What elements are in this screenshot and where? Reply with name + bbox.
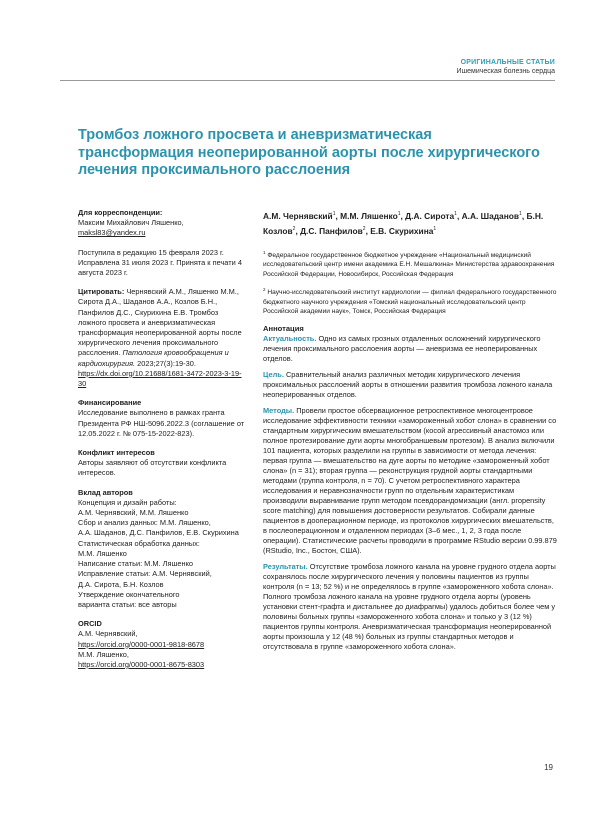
results-label: Результаты. bbox=[263, 562, 308, 572]
contribution-line: Утверждение окончательного bbox=[78, 589, 180, 599]
contribution-line: А.М. Чернявский, М.М. Ляшенко bbox=[78, 508, 189, 518]
author-name: Д.А. Сирота bbox=[405, 210, 455, 221]
methods-text: Провели простое обсервационное ретроспективное многоцентровое исследование эффективности техники «замороженный хобот слона» в сравнении со стандартным хирургическим вмешательством (косой агрессивный анастомоз или полное протезирование дуги аорты многобраншевым протезом). В анализ включили 101 пациента, которых разделили на группы в зависимости от метода лечения: первая группа — вмешательство на дуге аорты по методике «замороженный хобот слона» (n = 31); вторая группа — реконструкция грудной аорты стандартными методами (группа контроля, n = 70). С учетом ретроспективного характера исследования и неравнозначности групп по отдельным характеристикам производили выравнивание групп методом псевдорандомизации (англ. propensity score matching) для повышения достоверности результатов. Собирали данные пациентов в дооперационном периоде, из протоколов хирургических вмешательств, в послеоперационном и отдаленном периодах (3–6 мес., 1, 2, 3 года после операции). Статистические расчеты проводили в программе RStudio версии 0.99.879 (RStudio, Inc., Бостон, США). bbox=[263, 406, 557, 556]
page-number: 19 bbox=[544, 763, 553, 772]
results-text: Отсутствие тромбоза ложного канала на уровне грудного отдела аорты сохранялось после хирургического лечения у половины пациентов из группы контроля (n = 13; 52 %) и не определялось в группе «замороженного хобота слона». Полного тромбоза ложного канала на уровне грудного отдела аорты (уровень установки стент-графта и дистальнее до диафрагмы) удалось добиться более чем у половины больных группы «замороженного хобота слона» и только у 3 (12 %) пациентов группы контроля. Аневризматическая трансформация неоперированной аорты произошла у 12 (48 %) больных из группы стандартных методов и отсутствовала в группе «замороженного хобота слона». bbox=[263, 562, 556, 652]
citation-block bbox=[78, 287, 248, 389]
contribution-line: А.А. Шаданов, Д.С. Панфилов, Е.В. Скурихина bbox=[78, 528, 239, 538]
funding-block bbox=[78, 398, 248, 439]
contributions-heading: Вклад авторов bbox=[78, 487, 133, 497]
relevance-label: Актуальность. bbox=[263, 334, 317, 344]
contribution-line: Концепция и дизайн работы: bbox=[78, 497, 177, 507]
author-name: А.М. Чернявский bbox=[263, 210, 333, 221]
orcid-block bbox=[78, 619, 248, 670]
conflict-text: Авторы заявляют об отсутствии конфликта интересов. bbox=[78, 458, 227, 478]
funding-heading: Финансирование bbox=[78, 398, 142, 408]
abstract-heading: Аннотация bbox=[263, 324, 304, 334]
citation-doi-link[interactable]: https://dx.doi.org/10.21688/1681-3472-2023-3-19-30 bbox=[78, 368, 242, 389]
contribution-line: М.М. Ляшенко bbox=[78, 548, 127, 558]
orcid-author-2: М.М. Ляшенко, bbox=[78, 649, 129, 659]
author-affiliation-mark: 2 bbox=[362, 225, 366, 232]
orcid-author-1: А.М. Чернявский, bbox=[78, 629, 138, 639]
funding-text: Исследование выполнено в рамках гранта Президента РФ НШ-5096.2022.3 (соглашение от 12.05.2022 г. № 075-15-2022-823). bbox=[78, 408, 245, 438]
affiliation-mark: 1 bbox=[263, 249, 266, 255]
orcid-heading: ORCID bbox=[78, 619, 102, 629]
affiliation-2 bbox=[263, 285, 558, 316]
citation-journal: Патология кровообращения и кардиохирургия. bbox=[78, 348, 229, 368]
correspondence-heading: Для корреспонденции: bbox=[78, 208, 163, 217]
orcid-link-1[interactable]: https://orcid.org/0000-0001-9818-8678 bbox=[78, 639, 205, 649]
abstract bbox=[263, 324, 558, 652]
header-divider bbox=[60, 80, 555, 81]
aim-text: Сравнительный анализ различных методик хирургического лечения проксимальных расслоений аорты в отношении развития тромбоза ложного канала неоперированных отделов. bbox=[263, 370, 553, 400]
section-label: ОРИГИНАЛЬНЫЕ СТАТЬИ bbox=[460, 59, 555, 66]
affiliation-mark: 2 bbox=[263, 287, 266, 292]
affiliation-text: Научно-исследовательский институт кардиологии — филиал федерального государственного бюджетного научного учреждения «Томский национальный исследовательский центр Российской академии наук», Томск, Российская Федерация bbox=[263, 289, 557, 315]
dates-block: Поступила в редакцию 15 февраля 2023 г. Исправлена 31 июля 2023 г. Принята к печати 4 августа 2023 г. bbox=[78, 247, 242, 278]
correspondence-email-link[interactable]: maksl83@yandex.ru bbox=[78, 228, 146, 238]
correspondence-block bbox=[78, 208, 248, 239]
author-name: М.М. Ляшенко bbox=[340, 210, 398, 221]
contribution-line: Исправление статьи: А.М. Чернявский, bbox=[78, 569, 212, 579]
contribution-line: Статистическая обработка данных: bbox=[78, 538, 200, 548]
sidebar-info bbox=[78, 208, 248, 679]
conflict-heading: Конфликт интересов bbox=[78, 448, 155, 458]
article-title: Тромбоз ложного просвета и аневризматическая трансформация неоперированной аорты после хирургического лечения проксимального расслоения bbox=[78, 127, 540, 178]
abstract-results bbox=[263, 562, 558, 652]
relevance-text: Одно из самых грозных отдаленных осложнений хирургического лечения проксимального расслоения аорты — аневризма ее неоперированных отделов. bbox=[263, 334, 541, 364]
abstract-aim bbox=[263, 370, 558, 400]
conflict-block bbox=[78, 448, 248, 479]
author-name: А.А. Шаданов bbox=[461, 210, 520, 221]
main-column bbox=[263, 208, 558, 658]
citation-text: Чернявский А.М., Ляшенко М.М., Сирота Д.А., Шаданов А.А., Козлов Б.Н., Панфилов Д.С., Скурихина Е.В. Тромбоз ложного просвета и аневризматическая трансформация неоперированной аорты после хирургического лечения проксимального расслоения. bbox=[78, 287, 242, 358]
author-affiliation-mark: 1 bbox=[433, 225, 437, 232]
author-affiliation-mark: 1 bbox=[519, 211, 522, 217]
correspondence-name: Максим Михайлович Ляшенко, bbox=[78, 218, 184, 228]
affiliation-1 bbox=[263, 248, 558, 279]
contribution-line: Сбор и анализ данных: М.М. Ляшенко, bbox=[78, 518, 211, 528]
aim-label: Цель. bbox=[263, 370, 284, 380]
author-name: Д.С. Панфилов bbox=[300, 225, 363, 236]
methods-label: Методы. bbox=[263, 406, 295, 416]
author-list: А.М. Чернявский$^1$, М.М. Ляшенко$^1$, Д.А. Сирота$^1$, А.А. Шаданов$^1$, Б.Н. Козлов$^2$, Д.С. Панфилов$^2$, Е.В. Скурихина$^1$ bbox=[263, 210, 544, 236]
contribution-line: Д.А. Сирота, Б.Н. Козлов bbox=[78, 579, 164, 589]
affiliation-text: Федеральное государственное бюджетное учреждение «Национальный медицинский исследовательский центр имени академика Е.Н. Мешалкина» Министерства здравоохранения Российской Федерации, Новосибирск, Российская Федерация bbox=[263, 251, 555, 278]
citation-volume: 2023;27(3):19-30. bbox=[135, 358, 196, 368]
author-name: Е.В. Скурихина bbox=[370, 225, 434, 236]
author-affiliation-mark: 1 bbox=[332, 211, 336, 217]
author-affiliation-mark: 1 bbox=[454, 211, 457, 217]
citation-heading: Цитировать: bbox=[78, 287, 125, 297]
subsection-label: Ишемическая болезнь сердца bbox=[456, 68, 555, 75]
author-affiliation-mark: 1 bbox=[397, 211, 401, 217]
contributions-block bbox=[78, 488, 248, 610]
orcid-link-2[interactable]: https://orcid.org/0000-0001-8675-8303 bbox=[78, 659, 205, 669]
author-name: Б.Н. Козлов bbox=[263, 210, 544, 236]
author-affiliation-mark: 2 bbox=[292, 225, 296, 232]
abstract-relevance bbox=[263, 334, 558, 364]
contribution-line: Написание статьи: М.М. Ляшенко bbox=[78, 559, 194, 569]
abstract-methods bbox=[263, 406, 558, 556]
running-header bbox=[457, 58, 556, 76]
contribution-line: варианта статьи: все авторы bbox=[78, 599, 177, 609]
